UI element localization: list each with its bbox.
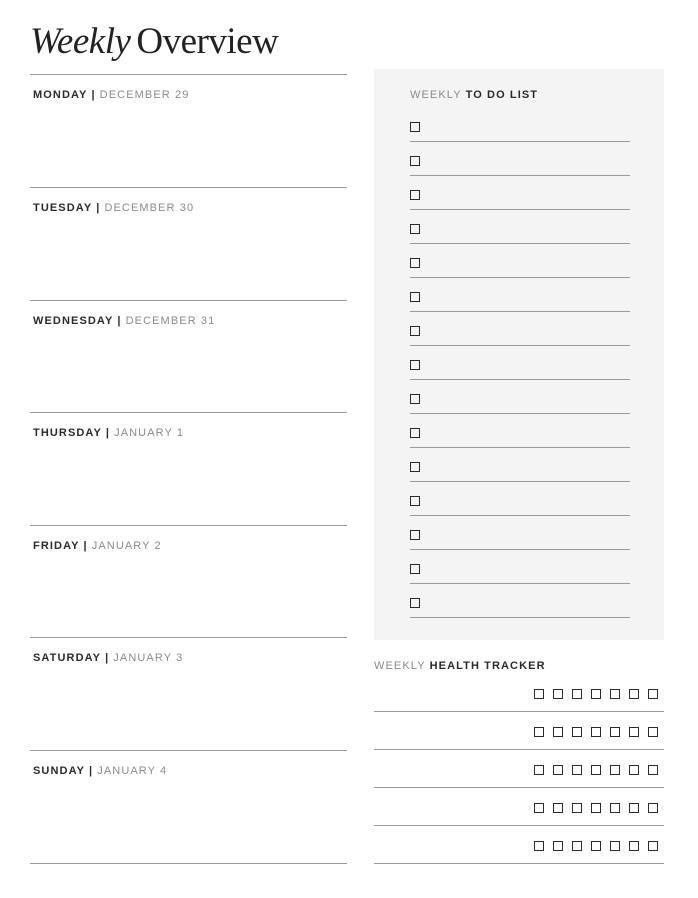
todo-checkbox[interactable] [410, 496, 420, 506]
health-checkbox[interactable] [648, 803, 658, 813]
todo-item[interactable] [410, 176, 630, 210]
day-saturday[interactable] [30, 637, 347, 750]
day-monday[interactable] [30, 74, 347, 187]
todo-checkbox[interactable] [410, 292, 420, 302]
todo-item[interactable] [410, 108, 630, 142]
health-row[interactable] [374, 826, 664, 864]
day-header [33, 202, 194, 214]
todo-checkbox[interactable] [410, 122, 420, 132]
title-italic: Weekly [30, 21, 131, 62]
todo-item[interactable] [410, 380, 630, 414]
day-friday[interactable] [30, 525, 347, 638]
separator: | [105, 652, 110, 664]
health-checkbox[interactable] [648, 765, 658, 775]
day-name: THURSDAY [33, 427, 102, 439]
health-checkbox-group [525, 727, 658, 737]
todo-checkbox[interactable] [410, 598, 420, 608]
health-checkbox[interactable] [553, 727, 563, 737]
todo-item[interactable] [410, 448, 630, 482]
health-checkbox[interactable] [610, 803, 620, 813]
health-row[interactable] [374, 674, 664, 712]
todo-item[interactable] [410, 414, 630, 448]
health-checkbox-group [525, 689, 658, 699]
health-checkbox[interactable] [572, 689, 582, 699]
todo-item[interactable] [410, 142, 630, 176]
day-date: JANUARY 2 [91, 540, 162, 552]
divider [30, 863, 347, 864]
health-checkbox[interactable] [648, 841, 658, 851]
health-checkbox[interactable] [629, 841, 639, 851]
health-checkbox-group [525, 841, 658, 851]
health-checkbox[interactable] [648, 689, 658, 699]
separator: | [83, 540, 88, 552]
health-checkbox[interactable] [610, 727, 620, 737]
health-checkbox[interactable] [534, 765, 544, 775]
day-sunday[interactable] [30, 750, 347, 863]
todo-title [410, 89, 538, 101]
todo-checkbox[interactable] [410, 258, 420, 268]
todo-item[interactable] [410, 278, 630, 312]
todo-title-light: WEEKLY [410, 89, 462, 101]
day-header [33, 89, 189, 101]
todo-checkbox[interactable] [410, 156, 420, 166]
health-checkbox[interactable] [591, 765, 601, 775]
health-checkbox[interactable] [591, 727, 601, 737]
todo-item[interactable] [410, 210, 630, 244]
separator: | [89, 765, 94, 777]
todo-item[interactable] [410, 516, 630, 550]
health-row[interactable] [374, 788, 664, 826]
todo-item[interactable] [410, 482, 630, 516]
title-rest: Overview [136, 21, 279, 62]
health-checkbox[interactable] [591, 841, 601, 851]
health-checkbox[interactable] [534, 727, 544, 737]
todo-item[interactable] [410, 346, 630, 380]
separator: | [105, 427, 111, 439]
todo-checkbox[interactable] [410, 190, 420, 200]
separator: | [91, 89, 96, 101]
todo-checkbox[interactable] [410, 224, 420, 234]
day-header [33, 427, 184, 439]
todo-item[interactable] [410, 312, 630, 346]
day-header [33, 315, 215, 327]
todo-checkbox[interactable] [410, 462, 420, 472]
health-checkbox[interactable] [629, 803, 639, 813]
day-name: SATURDAY [33, 652, 102, 664]
health-title-light: WEEKLY [374, 660, 426, 672]
day-name: MONDAY [33, 89, 88, 101]
day-name: TUESDAY [33, 202, 93, 214]
day-header [33, 652, 183, 664]
page-title [30, 20, 278, 64]
health-checkbox[interactable] [553, 803, 563, 813]
health-checkbox[interactable] [534, 841, 544, 851]
health-checkbox[interactable] [629, 689, 639, 699]
health-checkbox[interactable] [629, 765, 639, 775]
health-checkbox[interactable] [629, 727, 639, 737]
day-date: JANUARY 3 [113, 652, 184, 664]
health-row[interactable] [374, 712, 664, 750]
day-name: FRIDAY [33, 540, 80, 552]
health-checkbox[interactable] [572, 841, 582, 851]
health-row[interactable] [374, 750, 664, 788]
separator: | [117, 315, 122, 327]
health-checkbox[interactable] [572, 765, 582, 775]
day-date: JANUARY 4 [97, 765, 168, 777]
health-checkbox[interactable] [553, 765, 563, 775]
todo-item[interactable] [410, 550, 630, 584]
day-wednesday[interactable] [30, 300, 347, 413]
health-checkbox[interactable] [553, 689, 563, 699]
health-checkbox[interactable] [572, 727, 582, 737]
day-tuesday[interactable] [30, 187, 347, 300]
day-name: SUNDAY [33, 765, 86, 777]
todo-item[interactable] [410, 584, 630, 618]
todo-title-bold: TO DO LIST [465, 89, 539, 101]
todo-checkbox[interactable] [410, 530, 420, 540]
health-checkbox[interactable] [572, 803, 582, 813]
health-checkbox[interactable] [610, 689, 620, 699]
health-checkbox[interactable] [610, 841, 620, 851]
day-header [33, 765, 167, 777]
day-date: DECEMBER 31 [125, 315, 216, 327]
day-thursday[interactable] [30, 412, 347, 525]
health-checkbox[interactable] [591, 803, 601, 813]
health-tracker-title [374, 660, 546, 672]
health-checkbox[interactable] [534, 689, 544, 699]
health-checkbox[interactable] [648, 727, 658, 737]
todo-item[interactable] [410, 244, 630, 278]
day-date: JANUARY 1 [114, 427, 185, 439]
health-checkbox-group [525, 765, 658, 775]
day-date: DECEMBER 30 [104, 202, 195, 214]
day-header [33, 540, 162, 552]
separator: | [96, 202, 101, 214]
todo-checkbox[interactable] [410, 394, 420, 404]
health-checkbox[interactable] [610, 765, 620, 775]
todo-checkbox[interactable] [410, 564, 420, 574]
health-checkbox-group [525, 803, 658, 813]
day-name: WEDNESDAY [33, 315, 114, 327]
health-checkbox[interactable] [534, 803, 544, 813]
todo-checkbox[interactable] [410, 326, 420, 336]
todo-checkbox[interactable] [410, 428, 420, 438]
health-checkbox[interactable] [553, 841, 563, 851]
todo-checkbox[interactable] [410, 360, 420, 370]
health-checkbox[interactable] [591, 689, 601, 699]
day-date: DECEMBER 29 [99, 89, 190, 101]
health-title-bold: HEALTH TRACKER [429, 660, 546, 672]
